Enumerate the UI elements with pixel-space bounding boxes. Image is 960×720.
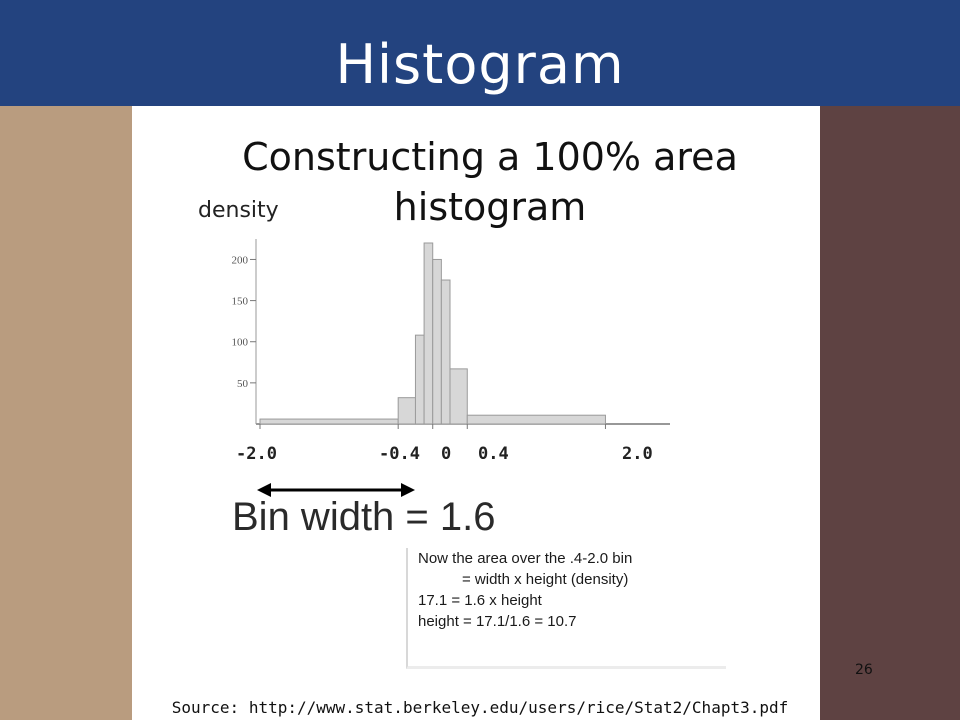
area-calculation-box <box>406 548 726 669</box>
x-tick-label: 0.4 <box>478 444 509 464</box>
histogram-bar <box>450 369 467 424</box>
left-decor-band <box>0 0 132 720</box>
bin-width-label: Bin width = 1.6 <box>232 495 496 539</box>
x-tick-label: 2.0 <box>622 444 653 464</box>
calc-line: 17.1 = 1.6 x height <box>418 592 542 609</box>
calc-line: Now the area over the .4-2.0 bin <box>418 550 633 567</box>
slide-subtitle: Constructing a 100% area histogram <box>242 135 738 229</box>
histogram-bar <box>415 335 424 424</box>
histogram-bar <box>398 398 415 424</box>
histogram-bar <box>441 280 450 424</box>
y-tick-label: 50 <box>237 377 248 390</box>
y-tick-label: 100 <box>231 336 248 349</box>
calc-line: height = 17.1/1.6 = 10.7 <box>418 613 577 630</box>
x-tick-label: -0.4 <box>379 444 420 464</box>
calc-line: = width x height (density) <box>462 571 629 588</box>
histogram-bar <box>467 415 605 424</box>
histogram-bar <box>260 419 398 424</box>
histogram-chart <box>195 235 685 440</box>
histogram-bar <box>433 259 442 424</box>
source-citation: Source: http://www.stat.berkeley.edu/users/rice/Stat2/Chapt3.pdf <box>171 698 789 717</box>
histogram-bar <box>424 243 433 424</box>
y-tick-label: 200 <box>231 254 248 267</box>
y-axis-label: density <box>198 198 279 223</box>
page-number: 26 <box>855 662 873 678</box>
slide-title: Histogram <box>335 33 625 96</box>
title-bar <box>0 0 960 106</box>
right-decor-band <box>820 0 960 720</box>
x-tick-label: 0 <box>441 444 452 464</box>
y-tick-label: 150 <box>231 295 248 308</box>
x-tick-label: -2.0 <box>236 444 277 464</box>
